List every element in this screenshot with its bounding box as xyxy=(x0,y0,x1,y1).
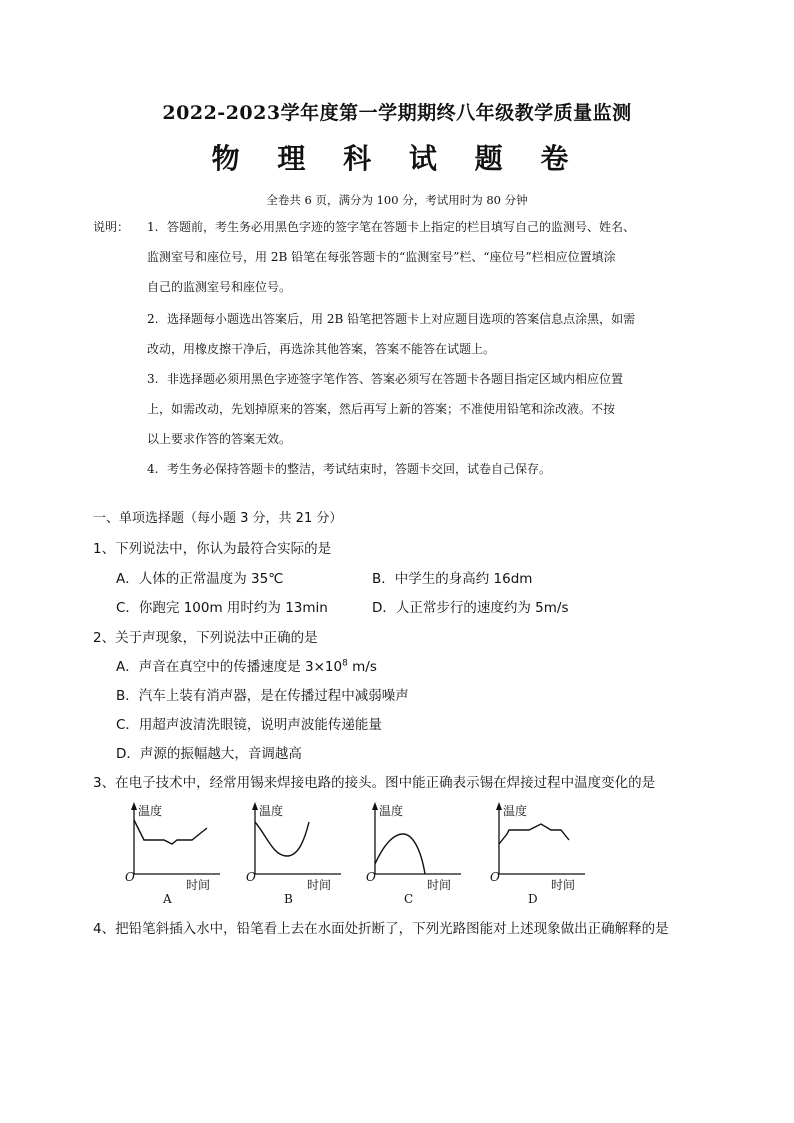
graph-d xyxy=(487,798,597,910)
instruction-4: 4. 考生务必保持答题卡的整洁，考试结束时，答题卡交回，试卷自己保存。 xyxy=(147,462,552,476)
instruction-1: 说明： 1. 答题前，考生务必用黑色字迹的签字笔在答题卡上指定的栏目填写自己的监测号、姓名、 xyxy=(93,212,713,242)
section-heading: 一、单项选择题（每小题 3 分，共 21 分） xyxy=(93,511,343,526)
question-2-stem: 2、关于声现象，下列说法中正确的是 xyxy=(93,630,318,646)
graph-a xyxy=(122,798,232,910)
exam-info: 全卷共 6 页，满分为 100 分，考试用时为 80 分钟 xyxy=(266,193,528,207)
graph-a-origin: O xyxy=(125,870,135,884)
graph-c-origin: O xyxy=(366,870,376,884)
question-2-option-c: C．用超声波清洗眼镜，说明声波能传递能量 xyxy=(116,717,382,733)
question-1-option-a: A．人体的正常温度为 35℃ xyxy=(116,571,284,587)
question-1-option-b: B．中学生的身高约 16dm xyxy=(372,571,533,587)
graph-b-ylabel: 温度 xyxy=(259,804,284,818)
graph-b-origin: O xyxy=(246,870,256,884)
exam-title: 2022-2023学年度第一学期期终八年级教学质量监测 xyxy=(162,102,632,124)
instructions-lead: 说明： xyxy=(93,220,130,234)
graph-b-xlabel: 时间 xyxy=(307,878,332,892)
question-2-option-d: D．声源的振幅越大，音调越高 xyxy=(116,746,302,762)
graph-a-ylabel: 温度 xyxy=(138,804,163,818)
graph-c-letter: C xyxy=(404,892,414,906)
graph-c xyxy=(363,798,473,910)
subject-title: 物 理 科 试 题 卷 xyxy=(211,142,583,175)
graph-a-letter: A xyxy=(163,892,172,906)
graph-c-ylabel: 温度 xyxy=(379,804,404,818)
graph-d-origin: O xyxy=(490,870,500,884)
graph-d-ylabel: 温度 xyxy=(503,804,528,818)
question-1-option-c: C．你跑完 100m 用时约为 13min xyxy=(116,600,328,616)
instructions: 说明： 1. 答题前，考生务必用黑色字迹的签字笔在答题卡上指定的栏目填写自己的监测号、姓名、 监测室号和座位号，用 2B 铅笔在每张答题卡的“监测室号”栏、“座位号”栏相应位置填涂 自己的监测室号和座位号。 2. 选择题每小题选出答案后，用 2B 铅笔把答题卡上对应题目选项的答案信息点涂黑，如需 改动，用橡皮擦干净后，再选涂其他答案，答案不能答在试题上。 3. 非选择题必须用黑色字迹签字笔作答、答案必须写在答题卡各题目指定区域内相应位置 上，如需改动，先划掉原来的答案，然后再写上新的答案；不准使用铅笔和涂改液。不按 以上要求作答的答案无效。 4. 考生务必保持答题卡的整洁，考试结束时，答题卡交回，试卷自己保存。 xyxy=(93,212,713,484)
graph-a-xlabel: 时间 xyxy=(186,878,211,892)
question-1-option-d: D．人正常步行的速度约为 5m/s xyxy=(372,600,569,616)
question-2-option-b: B．汽车上装有消声器，是在传播过程中减弱噪声 xyxy=(116,688,409,704)
graph-c-xlabel: 时间 xyxy=(427,878,452,892)
instruction-2: 2. 选择题每小题选出答案后，用 2B 铅笔把答题卡上对应题目选项的答案信息点涂黑，如需 xyxy=(147,312,636,326)
graph-b xyxy=(243,798,353,910)
question-3-stem: 3、在电子技术中，经常用锡来焊接电路的接头。图中能正确表示锡在焊接过程中温度变化的是 xyxy=(93,775,656,791)
question-4-stem: 4、把铅笔斜插入水中，铅笔看上去在水面处折断了，下列光路图能对上述现象做出正确解释的是 xyxy=(93,921,669,937)
question-1-stem: 1、下列说法中，你认为最符合实际的是 xyxy=(93,541,332,557)
graph-d-letter: D xyxy=(528,892,538,906)
graph-b-letter: B xyxy=(284,892,293,906)
question-2-option-a: A．声音在真空中的传播速度是 $3\times 10^8$ m/s xyxy=(116,658,377,675)
graph-d-xlabel: 时间 xyxy=(551,878,576,892)
instruction-3: 3. 非选择题必须用黑色字迹签字笔作答、答案必须写在答题卡各题目指定区域内相应位置 xyxy=(147,372,624,386)
